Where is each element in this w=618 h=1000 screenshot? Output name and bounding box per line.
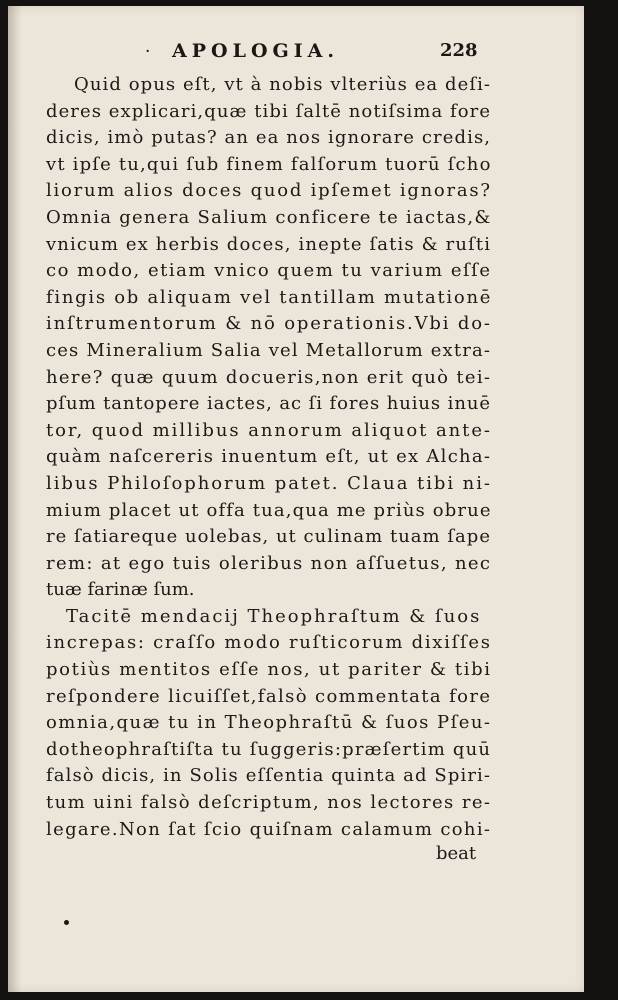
- text-line: libus Philoſophorum patet. Claua tibi ni-: [46, 472, 492, 494]
- text-line: Quid opus eſt, vt à nobis vlteriùs ea deſi-: [74, 74, 492, 95]
- body-text: [46, 72, 493, 843]
- text-line: vnicum ex herbis doces, inepte ſatis & ruſti: [46, 233, 492, 255]
- text-line: mium placet ut offa tua,qua me priùs obrue: [46, 499, 492, 521]
- running-head-title: APOLOGIA.: [172, 40, 339, 62]
- text-line: omnia,quæ tu in Theophraſtū & ſuos Pſeu-: [46, 712, 492, 734]
- paragraph-2: [46, 604, 490, 843]
- text-line: co modo, etiam vnico quem tu varium eſſe: [46, 260, 492, 282]
- catchword: beat: [436, 843, 477, 864]
- text-line: rem: at ego tuis oleribus non aſſuetus, nec: [46, 552, 492, 574]
- text-line: inſtrumentorum & nō operationis.Vbi do-: [46, 313, 492, 335]
- text-line: increpas: craſſo modo ruſticorum dixiſſes: [46, 632, 492, 654]
- running-head-mark: ·: [145, 42, 151, 62]
- text-line: deres explicari,quæ tibi ſaltē notiſsima fore: [46, 100, 492, 122]
- text-line: tum uini falsò deſcriptum, nos lectores re-: [46, 792, 492, 814]
- text-line: quàm naſcereris inuentum eſt, ut ex Alcha-: [46, 446, 492, 468]
- text-line: falsò dicis, in Solis eſſentia quinta ad Spiri-: [46, 765, 492, 787]
- text-line: tor, quod millibus annorum aliquot ante-: [46, 419, 492, 441]
- ink-spot: [64, 920, 69, 925]
- text-line: pſum tantopere iactes, ac ſi fores huius inuē: [46, 393, 491, 415]
- text-line: liorum alios doces quod ipſemet ignoras?: [46, 180, 492, 202]
- text-line: here? quæ quum docueris,non erit quò tei-: [46, 366, 492, 388]
- page-number: 228: [440, 40, 478, 61]
- text-line: potiùs mentitos eſſe nos, ut pariter & tibi: [46, 659, 492, 681]
- text-line: tuæ farinæ ſum.: [46, 579, 195, 601]
- text-line: re ſatiareque uolebas, ut culinam tuam ſape: [46, 526, 492, 548]
- text-line: fingis ob aliquam vel tantillam mutationē: [46, 286, 493, 308]
- text-line: vt ipſe tu,qui ſub finem falſorum tuorū ſcho: [46, 153, 492, 175]
- text-line: Tacitē mendacij Theophraſtum & ſuos: [66, 605, 482, 627]
- text-line: Omnia genera Salium conficere te iactas,&: [46, 206, 492, 228]
- text-line: ces Mineralium Salia vel Metallorum extra-: [46, 339, 492, 361]
- binding-shadow: [8, 6, 22, 992]
- text-line: dicis, imò putas? an ea nos ignorare credis,: [46, 127, 492, 149]
- text-line: legare.Non ſat ſcio quiſnam calamum cohi-: [46, 818, 492, 840]
- paragraph-1: [46, 72, 493, 604]
- text-line: reſpondere licuiſſet,falsò commentata fore: [46, 685, 492, 707]
- running-head: [0, 38, 584, 74]
- text-line: dotheophraſtiſta tu ſuggeris:præſertim quū: [46, 738, 492, 760]
